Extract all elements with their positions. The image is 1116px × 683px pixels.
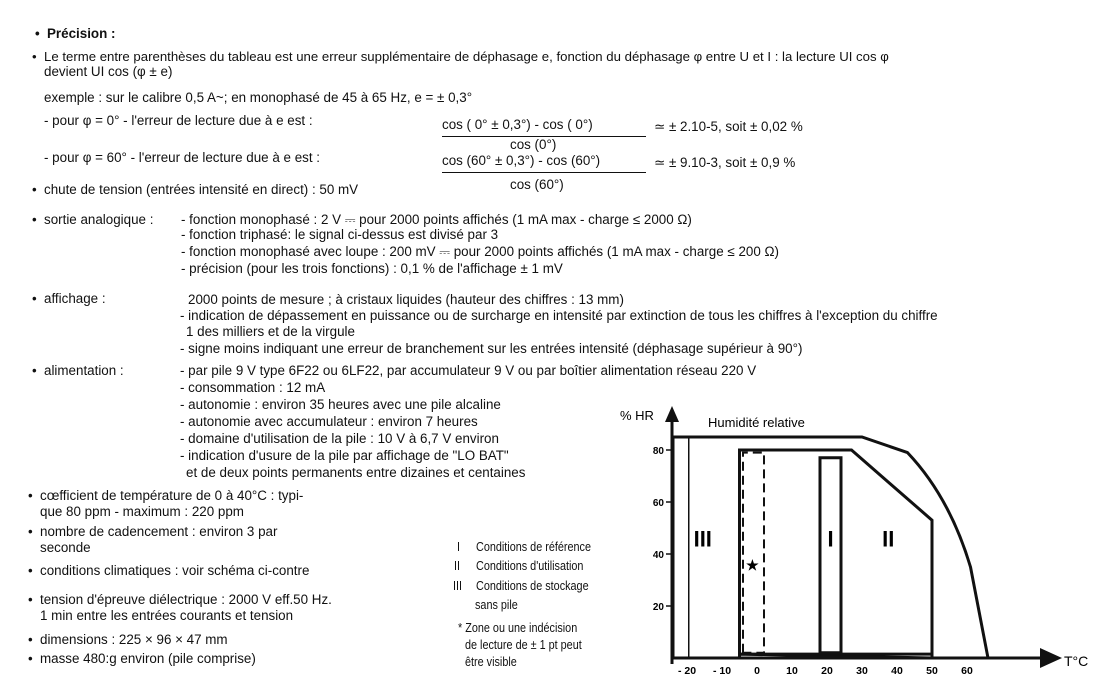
alimentation-item: - par pile 9 V type 6F22 ou 6LF22, par accumulateur 9 V ou par boîtier alimentation réseau 220 V: [180, 363, 757, 378]
legend-mark-iii: III: [453, 579, 463, 593]
x-tick-label: 20: [821, 665, 833, 677]
legend-text-sans-pile: sans pile: [475, 598, 518, 612]
phi60-denominator: cos (60°): [510, 177, 564, 192]
y-tick-label: 60: [652, 498, 664, 509]
x-axis-arrow-icon: [1040, 648, 1062, 668]
x-tick-label: 50: [926, 665, 938, 677]
sortie-item: - fonction monophasé : 2 V ⎓ pour 2000 points affichés (1 mA max - charge ≤ 2000 Ω): [181, 212, 692, 227]
affichage-item: - indication de dépassement en puissance ou de surcharge en intensité par extinction de tous les chiffres à l'exception du chiffre: [180, 308, 938, 323]
affichage-label: • affichage :: [44, 291, 106, 307]
legend-text-utilisation: Conditions d'utilisation: [476, 559, 584, 573]
alimentation-item: et de deux points permanents entre dizaines et centaines: [186, 465, 526, 480]
sortie-item: - précision (pour les trois fonctions) : 0,1 % de l'affichage ± 1 mV: [181, 261, 563, 276]
sortie-label: • sortie analogique :: [44, 212, 153, 228]
x-tick-label: 10: [786, 665, 798, 677]
tension-epreuve-cont: 1 min entre les entrées courants et tension: [40, 608, 294, 623]
y-tick-label: 40: [652, 550, 664, 561]
alimentation-item: - autonomie avec accumulateur : environ 7 heures: [180, 414, 478, 429]
y-tick-label: 20: [652, 602, 664, 613]
x-tick-label: - 10: [712, 665, 732, 677]
dimensions: • dimensions : 225 × 96 × 47 mm: [40, 632, 228, 648]
x-tick-label: 0: [754, 665, 760, 677]
zone-label-i: I: [827, 526, 834, 552]
zone-label-ii: II: [882, 526, 895, 552]
zone-i-outline: [820, 458, 841, 653]
cadencement: • nombre de cadencement : environ 3 par: [40, 524, 277, 540]
x-tick-label: 60: [961, 665, 973, 677]
tension-epreuve: • tension d'épreuve diélectrique : 2000 V eff.50 Hz.: [40, 592, 332, 608]
cadencement-cont: seconde: [40, 540, 91, 555]
legend-note: être visible: [465, 655, 517, 669]
alimentation-item: - indication d'usure de la pile par affichage de "LO BAT": [180, 448, 509, 463]
precision-intro-line2: devient UI cos (φ ± e): [44, 64, 173, 79]
y-axis-arrow-icon: [665, 406, 679, 422]
sortie-item: - fonction monophasé avec loupe : 200 mV ⎓ pour 2000 points affichés (1 mA max - charge ≤ 200 Ω): [181, 244, 779, 259]
phi60-numerator: cos (60° ± 0,3°) - cos (60°): [442, 153, 601, 168]
phi0-denominator: cos (0°): [510, 137, 557, 152]
coefficient-temperature: • cœfficient de température de 0 à 40°C : typi-: [40, 488, 303, 504]
precision-heading: • Précision :: [47, 26, 115, 42]
alimentation-item: - autonomie : environ 35 heures avec une pile alcaline: [180, 397, 501, 412]
phi0-result: ≃ ± 2.10-5, soit ± 0,02 %: [654, 119, 803, 134]
legend-note: de lecture de ± 1 pt peut: [465, 638, 582, 652]
alimentation-item: - domaine d'utilisation de la pile : 10 V à 6,7 V environ: [180, 431, 499, 446]
legend-text-reference: Conditions de référence: [476, 540, 591, 554]
precision-intro-line1: • Le terme entre parenthèses du tableau est une erreur supplémentaire de déphasage e, fonction du déphasage φ entre U et I : la lecture UI cos φ: [44, 49, 889, 65]
masse: • masse 480:g environ (pile comprise): [40, 651, 256, 667]
affichage-item: 2000 points de mesure ; à cristaux liquides (hauteur des chiffres : 13 mm): [188, 292, 624, 307]
y-tick-label: 80: [652, 446, 664, 457]
alimentation-item: - consommation : 12 mA: [180, 380, 326, 395]
legend-text-stockage: Conditions de stockage: [476, 579, 589, 593]
phi0-numerator: cos ( 0° ± 0,3°) - cos ( 0°): [442, 117, 593, 132]
phi60-result: ≃ ± 9.10-3, soit ± 0,9 %: [654, 155, 796, 170]
precision-example: exemple : sur le calibre 0,5 A~; en monophasé de 45 à 65 Hz, e = ± 0,3°: [44, 90, 473, 105]
x-axis-label: T°C: [1064, 653, 1089, 669]
phi60-label: - pour φ = 60° - l'erreur de lecture due à e est :: [44, 150, 320, 165]
zone-star-outline: [743, 453, 764, 653]
legend-mark-ii: II: [454, 559, 461, 573]
zone-label-iii: III: [693, 526, 712, 552]
sortie-item: - fonction triphasé: le signal ci-dessus est divisé par 3: [181, 227, 499, 242]
y-axis-label: % HR: [620, 408, 654, 423]
legend-mark-i: I: [457, 540, 461, 554]
chute-tension: • chute de tension (entrées intensité en direct) : 50 mV: [44, 182, 358, 198]
zone-label-star: ★: [746, 556, 759, 573]
affichage-item: 1 des milliers et de la virgule: [186, 324, 355, 339]
x-tick-label: 30: [856, 665, 868, 677]
alimentation-label: • alimentation :: [44, 363, 124, 379]
phi0-label: - pour φ = 0° - l'erreur de lecture due à e est :: [44, 113, 313, 128]
chart-title: Humidité relative: [708, 415, 805, 430]
affichage-item: - signe moins indiquant une erreur de branchement sur les entrées intensité (déphasage supérieur à 90°): [180, 341, 803, 356]
x-tick-label: - 20: [677, 665, 697, 677]
legend-note: * Zone ou une indécision: [458, 621, 578, 635]
conditions-climatiques: • conditions climatiques : voir schéma ci-contre: [40, 563, 309, 579]
x-tick-label: 40: [891, 665, 903, 677]
zone-ii-outline: [740, 450, 933, 658]
coefficient-temperature-cont: que 80 ppm - maximum : 220 ppm: [40, 504, 244, 519]
